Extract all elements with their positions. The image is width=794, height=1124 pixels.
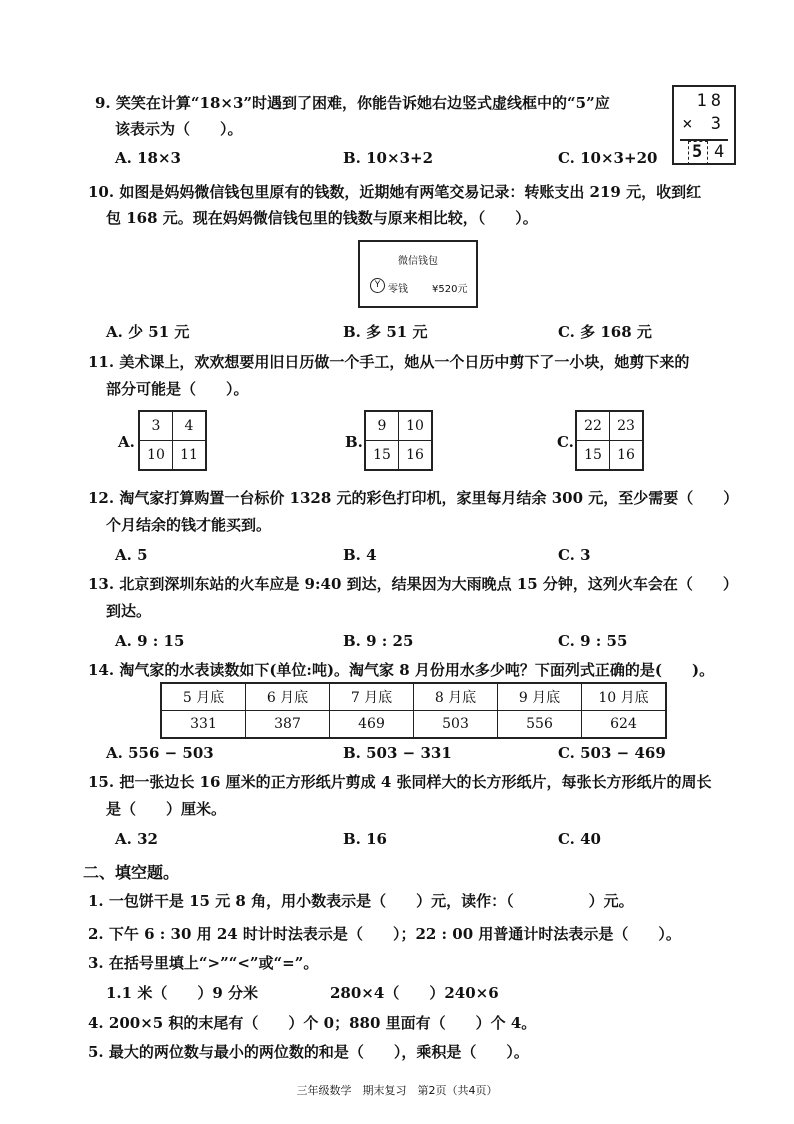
table-cell: 624 <box>582 711 667 739</box>
coin-icon: Y <box>370 278 385 293</box>
fill-item-5: 5. 最大的两位数与最小的两位数的和是（ ），乘积是（ ）。 <box>88 1043 529 1061</box>
q15-option-b: B. 16 <box>343 830 387 848</box>
cal-cell: 9 <box>365 411 399 441</box>
q13-line2: 到达。 <box>106 602 152 620</box>
q12-line1: 12. 淘气家打算购置一台标价 1328 元的彩色打印机，家里每月结余 300 元，至少需要（ ） <box>88 489 739 507</box>
calendar-piece-a <box>138 410 207 471</box>
q11-line1: 11. 美术课上，欢欢想要用旧日历做一个手工，她从一个日历中剪下了一小块，她剪下来的 <box>88 353 690 371</box>
q13-option-c: C. 9 : 55 <box>558 632 628 650</box>
q14-option-b: B. 503 − 331 <box>343 744 452 762</box>
q15-option-a: A. 32 <box>115 830 158 848</box>
table-header-cell: 5 月底 <box>161 683 246 711</box>
q10-line2: 包 168 元。现在妈妈微信钱包里的钱数与原来相比较，（ ）。 <box>106 209 538 227</box>
q10-option-a: A. 少 51 元 <box>106 323 190 341</box>
calendar-piece-c <box>575 410 644 471</box>
q12-option-c: C. 3 <box>558 546 591 564</box>
table-cell: 331 <box>161 711 246 739</box>
fill-item-1: 1. 一包饼干是 15 元 8 角，用小数表示是（ ）元，读作：（ ）元。 <box>88 892 634 910</box>
q10-option-c: C. 多 168 元 <box>558 323 652 341</box>
vertical-multiplication-box <box>672 85 736 165</box>
wallet-label: 零钱 <box>388 284 408 295</box>
table-header-cell: 9 月底 <box>498 683 582 711</box>
fill-item-3: 3. 在括号里填上“>”“<”或“=”。 <box>88 954 319 972</box>
cal-cell: 22 <box>576 411 610 441</box>
q12-option-b: B. 4 <box>343 546 377 564</box>
table-row <box>161 711 666 739</box>
table-cell: 556 <box>498 711 582 739</box>
cal-cell: 16 <box>399 441 433 471</box>
q12-option-a: A. 5 <box>115 546 148 564</box>
q15-line2: 是（ ）厘米。 <box>106 800 227 818</box>
compare-b: 280×4（ ）240×6 <box>330 984 499 1002</box>
wechat-wallet-figure <box>358 240 478 308</box>
fill-item-4: 4. 200×5 积的末尾有（ ）个 0；880 里面有（ ）个 4。 <box>88 1014 537 1032</box>
table-header-cell: 7 月底 <box>330 683 414 711</box>
cal-cell: 15 <box>365 441 399 471</box>
q10-option-b: B. 多 51 元 <box>343 323 428 341</box>
q14-option-a: A. 556 − 503 <box>106 744 214 762</box>
q14-line1: 14. 淘气家的水表读数如下(单位:吨)。淘气家 8 月份用水多少吨？下面列式正确的是( )。 <box>88 661 715 679</box>
mul-mid-row: × 3 <box>682 114 725 134</box>
q9-line2: 该表示为（ ）。 <box>115 120 243 138</box>
calendar-piece-b <box>364 410 433 471</box>
q9-option-a: A. 18×3 <box>115 149 181 167</box>
table-header-row <box>161 683 666 711</box>
q11-option-c-label: C. <box>557 433 574 451</box>
q13-option-b: B. 9 : 25 <box>343 632 414 650</box>
cal-cell: 3 <box>139 411 173 441</box>
compare-a: 1.1 米（ ）9 分米 <box>106 984 258 1002</box>
cal-cell: 11 <box>173 441 207 471</box>
fill-item-2: 2. 下午 6 : 30 用 24 时计时法表示是（ ）；22 : 00 用普通计时法表示是（ ）。 <box>88 925 681 943</box>
q10-line1: 10. 如图是妈妈微信钱包里原有的钱数，近期她有两笔交易记录：转账支出 219 元，收到红 <box>88 183 702 201</box>
table-cell: 469 <box>330 711 414 739</box>
cal-cell: 23 <box>610 411 644 441</box>
table-header-cell: 8 月底 <box>414 683 498 711</box>
cal-cell: 4 <box>173 411 207 441</box>
q15-option-c: C. 40 <box>558 830 601 848</box>
q12-line2: 个月结余的钱才能买到。 <box>106 516 272 534</box>
table-cell: 503 <box>414 711 498 739</box>
q13-option-a: A. 9 : 15 <box>115 632 185 650</box>
water-meter-table <box>160 682 667 739</box>
q15-line1: 15. 把一张边长 16 厘米的正方形纸片剪成 4 张同样大的长方形纸片，每张长方形纸片的周长 <box>88 773 712 791</box>
page-footer: 三年级数学 期末复习 第2页（共4页） <box>296 1084 498 1097</box>
q9-option-c: C. 10×3+20 <box>558 149 658 167</box>
q11-option-a-label: A. <box>118 433 135 451</box>
mul-top-row: 18 <box>696 91 725 111</box>
q11-option-b-label: B. <box>345 433 363 451</box>
q13-line1: 13. 北京到深圳东站的火车应是 9:40 到达，结果因为大雨晚点 15 分钟，这列火车会在（ ） <box>88 575 738 593</box>
q14-option-c: C. 503 − 469 <box>558 744 666 762</box>
q9-line1: 9. 笑笑在计算“18×3”时遇到了困难，你能告诉她右边竖式虚线框中的“5”应 <box>95 94 610 112</box>
table-header-cell: 6 月底 <box>246 683 330 711</box>
q11-line2: 部分可能是（ ）。 <box>106 380 249 398</box>
cal-cell: 15 <box>576 441 610 471</box>
section-2-title: 二、填空题。 <box>83 863 180 882</box>
wallet-title: 微信钱包 <box>398 256 438 267</box>
mul-last-digit: 4 <box>714 142 725 162</box>
table-header-cell: 10 月底 <box>582 683 667 711</box>
wallet-value: ¥520元 <box>432 284 468 295</box>
cal-cell: 16 <box>610 441 644 471</box>
q9-option-b: B. 10×3+2 <box>343 149 434 167</box>
cal-cell: 10 <box>139 441 173 471</box>
table-cell: 387 <box>246 711 330 739</box>
mul-boxed-digit: 5 <box>692 142 703 162</box>
cal-cell: 10 <box>399 411 433 441</box>
